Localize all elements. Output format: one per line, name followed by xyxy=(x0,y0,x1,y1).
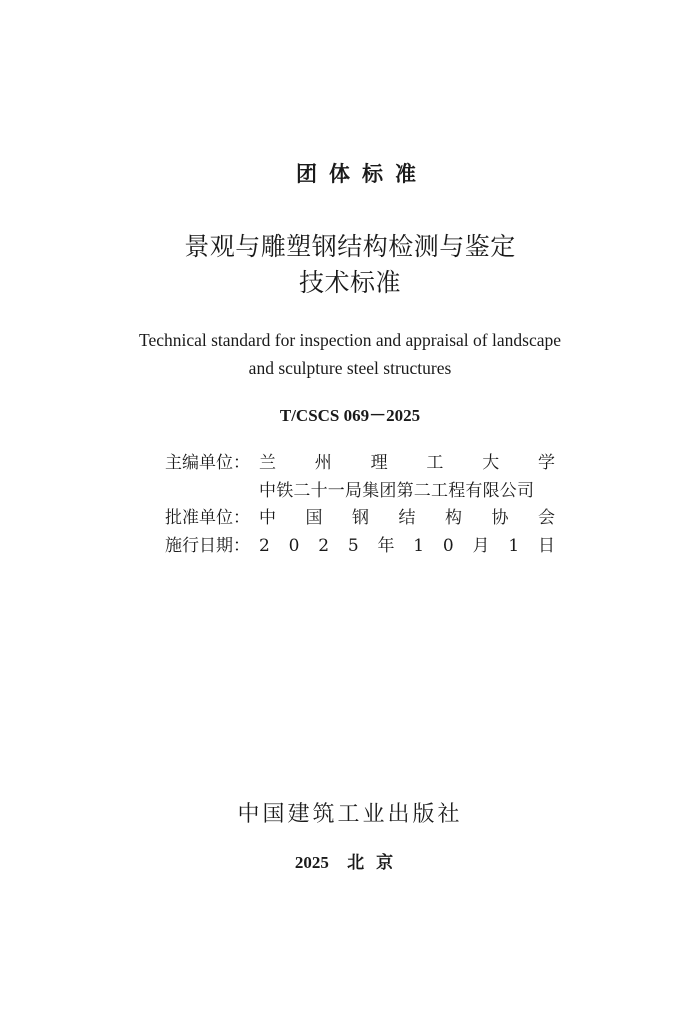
editor-row-2 xyxy=(165,478,565,506)
effective-char: 日 xyxy=(537,535,555,556)
editor-org-1-char: 兰 xyxy=(259,453,276,473)
publication-city: 北京 xyxy=(347,853,406,873)
effective-char: 0 xyxy=(442,535,454,556)
approver-char: 协 xyxy=(491,508,509,528)
effective-char: 月 xyxy=(472,535,490,556)
standard-code: T/CSCS 069－2025 xyxy=(279,406,421,425)
publication-place-year xyxy=(0,848,700,873)
approver-char: 中 xyxy=(259,508,276,528)
publisher: 中国建筑工业出版社 xyxy=(237,802,463,827)
effective-char: 0 xyxy=(288,535,300,556)
effective-char: 1 xyxy=(413,535,425,556)
effective-char: 5 xyxy=(347,535,359,556)
effective-char: 2 xyxy=(259,535,270,556)
effective-row xyxy=(165,533,565,561)
approver-org xyxy=(259,505,555,533)
approver-row xyxy=(165,505,565,533)
editor-org-1-char: 大 xyxy=(482,453,500,473)
effective-char: 1 xyxy=(508,535,520,556)
editor-row xyxy=(165,450,565,478)
editor-org-1-char: 学 xyxy=(537,453,555,473)
title-chinese-line-1: 景观与雕塑钢结构检测与鉴定 xyxy=(184,232,516,261)
title-english-line-1: Technical standard for inspection and appraisal of landscape xyxy=(138,330,561,350)
approver-char: 结 xyxy=(398,508,416,528)
info-block xyxy=(165,450,565,560)
title-english-line-2: and sculpture steel structures xyxy=(248,358,452,378)
editor-org-1-char: 理 xyxy=(370,453,388,473)
approver-label: 批准单位： xyxy=(165,508,250,528)
approver-char: 会 xyxy=(538,508,555,528)
spacer xyxy=(165,478,259,506)
editor-org-1-char: 州 xyxy=(314,453,332,473)
title-english xyxy=(0,326,700,382)
editor-org-1-char: 工 xyxy=(426,453,444,473)
editor-label: 主编单位： xyxy=(165,453,250,473)
title-chinese-line-2: 技术标准 xyxy=(298,268,401,297)
publication-year: 2025 xyxy=(294,853,329,872)
effective-label: 施行日期： xyxy=(165,535,250,556)
approver-char: 国 xyxy=(305,508,323,528)
editor-org-1 xyxy=(259,450,555,478)
approver-char: 钢 xyxy=(352,508,369,528)
effective-char: 年 xyxy=(377,535,395,556)
effective-date xyxy=(259,533,555,561)
standard-type: 团体标准 xyxy=(296,162,428,186)
title-chinese xyxy=(0,229,700,301)
approver-char: 构 xyxy=(445,508,462,528)
effective-char: 2 xyxy=(318,535,330,556)
editor-org-2: 中铁二十一局集团第二工程有限公司 xyxy=(259,480,535,501)
